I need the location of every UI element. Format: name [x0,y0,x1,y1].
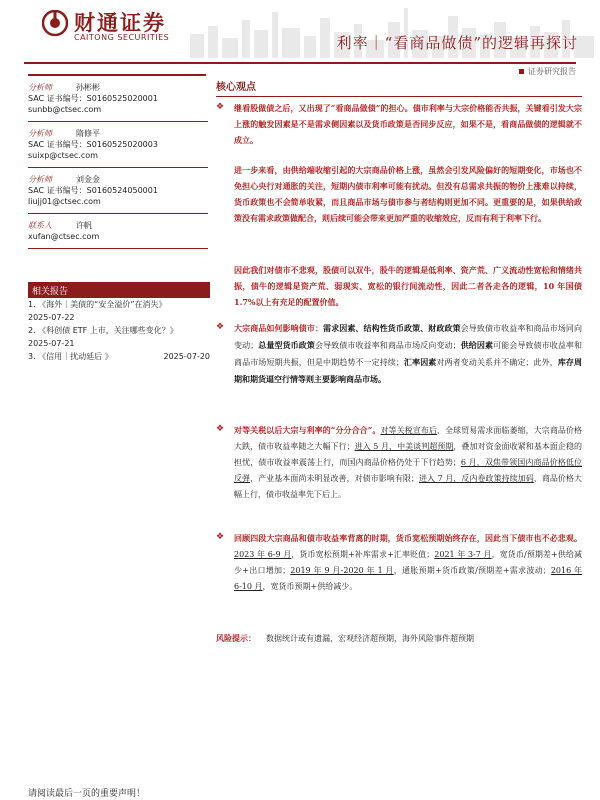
bullet-1-key-4: 汇率因素 [403,357,437,367]
contact-card [28,220,208,249]
report-header [0,0,600,62]
bullet-1-text-4: 对两者变动关系并不确定；此外， [436,358,558,367]
bullet-3-text-3: ，通胀预期+货币政策/预期差+需求波动； [393,566,551,575]
analyst-card [28,174,208,214]
related-report-row[interactable] [28,350,210,363]
bullet-historical-periods [216,530,582,595]
risk-warning-text: 数据统计或有遗漏，宏观经济超预期，海外风险事件超预期 [266,634,474,643]
analyst-role: 分析师 [28,129,52,138]
caitong-logo-icon [42,10,68,36]
analyst-email[interactable]: suixp@ctsec.com [28,151,98,160]
footer-disclaimer-note: 请阅读最后一页的重要声明！ [28,789,146,799]
bullet-3-text-1: ，货币宽松预期+补库需求+汇率贬值； [291,550,435,559]
bullet-2-lead: 对等关税以后大宗与利率的“分分合合”。 [234,425,381,435]
bullet-2-text-1: ，全球贸易需求面临萎缩，大宗商品价格大跌，债市收益率随之大幅下行； [234,426,583,451]
related-report-date: 2025-07-20 [163,352,210,361]
related-report-link[interactable]: 3. 《信用｜扰动延后 》 [28,352,113,361]
core-paragraph-2-text: 进一步来看，由供给端收缩引起的大宗商品价格上涨，虽然会引发风险偏好的短期变化，市场也不免担心央行对通胀的关注，短期内债市利率可能有扰动。但没有总需求共振的物价上涨难以持续，货币政策也不会简单收紧，而且商品市场与债市参与者结构则更加不同。更重要的是，如果供给政策没有需求政策做配合，则后续可能会带来更加严重的收缩效应，反而有利于利率下行。 [234,165,582,223]
bullet-2-phase-1: 对等关税宣布后 [380,426,437,435]
logo-text-cn: 财通证券 [74,11,166,35]
diamond-bullet-icon: ❖ [216,424,225,434]
risk-warning-label: 风险提示： [216,633,256,643]
bullet-3-text-2: ，宽货币/预期差+供给减少+出口增加； [234,550,583,575]
bullet-1-key-1: 需求因素、结构性货币政策、财政政策 [323,323,461,333]
bullet-3-period-3: 2019 年 9 月-2020 年 1 月 [290,566,394,575]
bullet-3-lead: 回顾四段大宗商品和债市收益率背离的时期，货币宽松预期始终存在，因此当下债市也不必悲观。 [234,533,582,543]
bullet-1-key-2: 总量型货币政策 [258,340,315,350]
analyst-role: 分析师 [28,83,52,92]
bullet-1-text-1: 会导致债市收益率和商品市场同向变动； [234,324,583,350]
contact-name: 许帆 [76,221,92,230]
report-type-text: 证券研究报告 [528,67,576,76]
related-report-date: 2025-07-21 [28,339,75,348]
analyst-cert: SAC 证书编号：S0160525020003 [28,140,158,149]
bullet-3-period-2: 2021 年 3-7 月 [434,550,492,559]
bullet-1-key-3: 供给因素 [460,340,494,350]
bullet-2-phase-4: 进入 7 月，反内卷政策持续加码 [418,474,534,483]
bullet-2-text-2: ，叠加对资金面收紧和基本面企稳的担忧，债市收益率震荡上行，而国内商品价格仍处于下行趋势； [234,442,582,467]
bullet-commodity-impact [216,320,582,388]
main-content [216,78,583,643]
analyst-cert: SAC 证书编号：S0160525020001 [28,94,158,103]
core-paragraph-1-text: 继看股做债之后，又出现了“看商品做债”的担心。债市利率与大宗价格能否共振，关键看引发大宗上涨的触发因素是不是需求侧因素以及货币政策是否同步反应，如果不是，看商品做债的逻辑就不成立。 [234,103,582,145]
bullet-1-text-3: 可能会导致债市收益率和商品市场短期共振，但是中期趋势不一定持续； [234,341,583,367]
report-type-label [519,66,576,77]
bullet-3-period-4: 2016 年 6-10 月 [234,566,583,591]
bullet-3-period-1: 2023 年 6-9 月 [234,550,292,559]
analyst-name: 刘金金 [76,175,100,184]
related-report-link[interactable]: 2. 《科创债 ETF 上市，关注哪些变化？》 [28,326,178,335]
analyst-email[interactable]: sunbb@ctsec.com [28,105,102,114]
contact-email[interactable]: xufan@ctsec.com [28,232,100,241]
bullet-1-text-2: 会导致债市收益率和商品市场反向变动； [314,341,461,350]
bullet-1-lead: 大宗商品如何影响债市： [234,323,324,333]
diamond-bullet-icon: ❖ [216,322,225,332]
contact-role: 联系人 [28,221,52,230]
sidebar-top-rule [28,74,206,76]
logo-text-en: CAITONG SECURITIES [74,33,170,42]
analyst-email[interactable]: liujj01@ctsec.com [28,197,101,206]
related-reports [28,282,210,363]
analyst-card [28,82,208,122]
square-bullet-icon [519,69,524,74]
diamond-bullet-icon: ❖ [216,532,225,542]
bullet-2-text-4: ，商品价格大幅上行，债市收益率先下后上。 [234,474,583,499]
report-title: 利率｜“看商品做债”的逻辑再探讨 [336,34,578,52]
analyst-name: 隋修平 [76,129,100,138]
related-report-date: 2025-07-22 [28,313,75,322]
analyst-card [28,128,208,168]
risk-warning [216,631,582,646]
bullet-3-text-4: ，宽货币预期+供给减少。 [262,582,358,591]
analyst-role: 分析师 [28,175,52,184]
core-paragraph-3 [216,262,582,310]
core-paragraph-1 [216,100,582,148]
analyst-sidebar [28,74,208,255]
core-paragraph-3-text: 因此我们对债市不悲观，股债可以双牛，股牛的逻辑是低利率、资产荒、广义流动性宽松和情绪共振，债牛的逻辑是资产荒、弱现实、宽松的银行间流动性，因此二者各走各的逻辑，10 年国债 1.7%以上有充足的配置价值。 [234,265,582,307]
diamond-bullet-icon: ❖ [216,102,225,112]
bullet-1-key-5: 库存周期和期货逼空行情等则主要影响商品市场。 [234,357,583,384]
analyst-cert: SAC 证书编号：S0160524050001 [28,186,158,195]
bullet-2-text-3: ，产业基本面尚未明显改善，对债市影响有限； [250,474,419,483]
related-report-link[interactable]: 1. 《海外｜美债的“安全溢价”在消失》 [28,300,167,309]
bullet-2-phase-3: 6 月，双焦带领国内商品价格低位反弹 [234,458,582,483]
header-divider [24,62,576,64]
analyst-name: 孙彬彬 [76,83,100,92]
bullet-tariff-divergence [216,422,582,503]
bullet-2-phase-2: 进入 5 月，中美谈判超预期 [354,442,454,451]
related-reports-title: 相关报告 [28,282,210,298]
core-paragraph-2 [216,162,582,226]
core-views-title: 核心观点 [216,78,582,97]
